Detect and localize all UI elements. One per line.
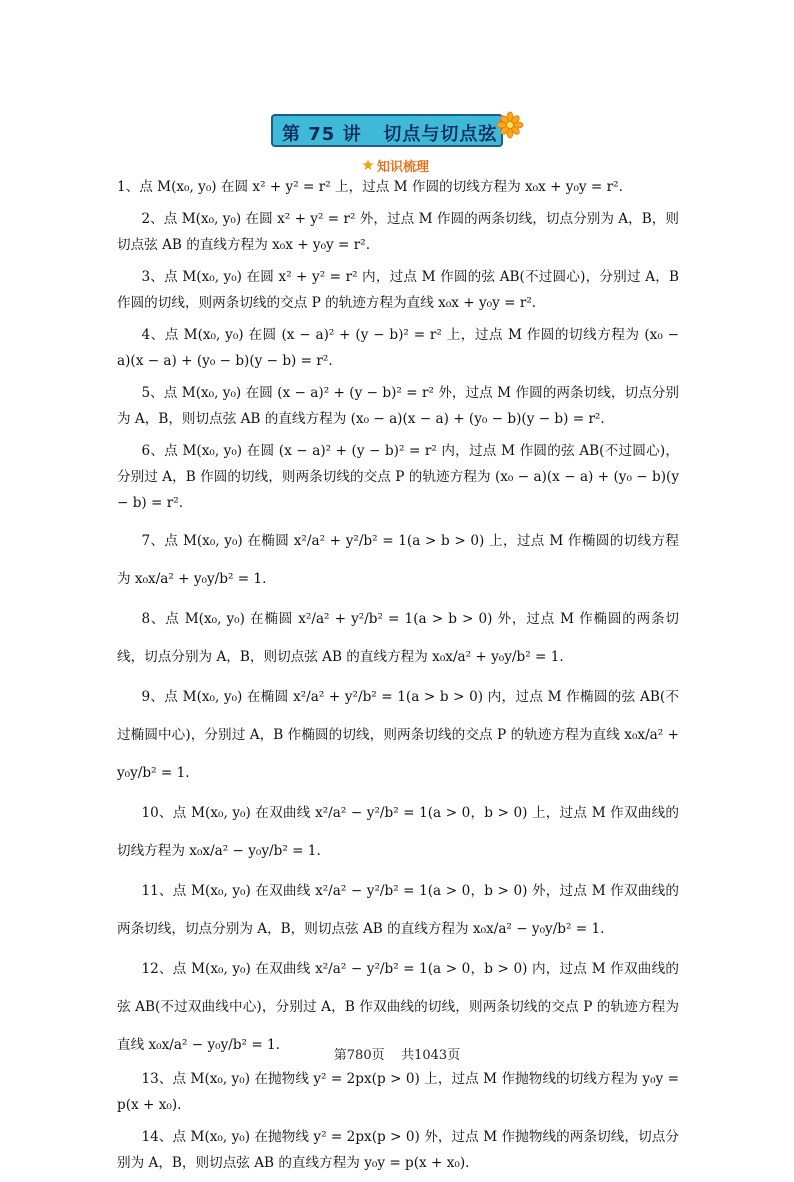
section-heading <box>362 156 429 174</box>
list-item: 3、点 M(x₀, y₀) 在圆 x² + y² = r² 内，过点 M 作圆的弦 AB(不过圆心)，分别过 A，B 作圆的切线，则两条切线的交点 P 的轨迹方程为直线 x₀x + y₀y = r². <box>117 269 679 311</box>
list-item: 12、点 M(x₀, y₀) 在双曲线 x²/a² − y²/b² = 1(a > 0，b > 0) 内，过点 M 作双曲线的弦 AB(不过双曲线中心)，分别过 A，B 作双曲线的切线，则两条切线的交点 P 的轨迹方程为直线 x₀x/a² − y₀y/b² = 1. <box>117 961 679 1053</box>
list-item: 5、点 M(x₀, y₀) 在圆 (x − a)² + (y − b)² = r² 外，过点 M 作圆的两条切线，切点分别为 A，B，则切点弦 AB 的直线方程为 (x₀ − a)(x − a) + (y₀ − b)(y − b) = r². <box>117 385 679 427</box>
list-item: 11、点 M(x₀, y₀) 在双曲线 x²/a² − y²/b² = 1(a > 0，b > 0) 外，过点 M 作双曲线的两条切线，切点分别为 A，B，则切点弦 AB 的直线方程为 x₀x/a² − y₀y/b² = 1. <box>117 883 679 937</box>
lecture-title: 第 75 讲 切点与切点弦 <box>282 124 498 145</box>
knowledge-list <box>117 174 679 1182</box>
lecture-header <box>0 111 794 151</box>
flower-icon <box>496 111 524 139</box>
list-item: 9、点 M(x₀, y₀) 在椭圆 x²/a² + y²/b² = 1(a > b > 0) 内，过点 M 作椭圆的弦 AB(不过椭圆中心)，分别过 A，B 作椭圆的切线，则两条切线的交点 P 的轨迹方程为直线 x₀x/a² + y₀y/b² = 1. <box>117 689 679 781</box>
list-item: 8、点 M(x₀, y₀) 在椭圆 x²/a² + y²/b² = 1(a > b > 0) 外，过点 M 作椭圆的两条切线，切点分别为 A，B，则切点弦 AB 的直线方程为 x₀x/a² + y₀y/b² = 1. <box>117 611 679 665</box>
list-item: 13、点 M(x₀, y₀) 在抛物线 y² = 2px(p > 0) 上，过点 M 作抛物线的切线方程为 y₀y = p(x + x₀). <box>117 1071 679 1113</box>
list-item: 1、点 M(x₀, y₀) 在圆 x² + y² = r² 上，过点 M 作圆的切线方程为 x₀x + y₀y = r². <box>117 179 623 195</box>
star-icon <box>362 159 374 171</box>
list-item: 14、点 M(x₀, y₀) 在抛物线 y² = 2px(p > 0) 外，过点 M 作抛物线的两条切线，切点分别为 A，B，则切点弦 AB 的直线方程为 y₀y = p(x + x₀). <box>117 1129 679 1171</box>
page-footer: 第780页 共1043页 <box>333 1048 461 1063</box>
list-item: 7、点 M(x₀, y₀) 在椭圆 x²/a² + y²/b² = 1(a > b > 0) 上，过点 M 作椭圆的切线方程为 x₀x/a² + y₀y/b² = 1. <box>117 533 679 587</box>
list-item: 2、点 M(x₀, y₀) 在圆 x² + y² = r² 外，过点 M 作圆的两条切线，切点分别为 A，B，则切点弦 AB 的直线方程为 x₀x + y₀y = r². <box>117 211 679 253</box>
list-item: 10、点 M(x₀, y₀) 在双曲线 x²/a² − y²/b² = 1(a > 0，b > 0) 上，过点 M 作双曲线的切线方程为 x₀x/a² − y₀y/b² = 1. <box>117 805 679 859</box>
section-label: 知识梳理 <box>377 159 430 175</box>
list-item: 6、点 M(x₀, y₀) 在圆 (x − a)² + (y − b)² = r² 内，过点 M 作圆的弦 AB(不过圆心)，分别过 A，B 作圆的切线，则两条切线的交点 P 的轨迹方程为 (x₀ − a)(x − a) + (y₀ − b)(y − b) = r². <box>117 443 679 511</box>
list-item: 4、点 M(x₀, y₀) 在圆 (x − a)² + (y − b)² = r² 上，过点 M 作圆的切线方程为 (x₀ − a)(x − a) + (y₀ − b)(y − b) = r². <box>117 327 679 369</box>
